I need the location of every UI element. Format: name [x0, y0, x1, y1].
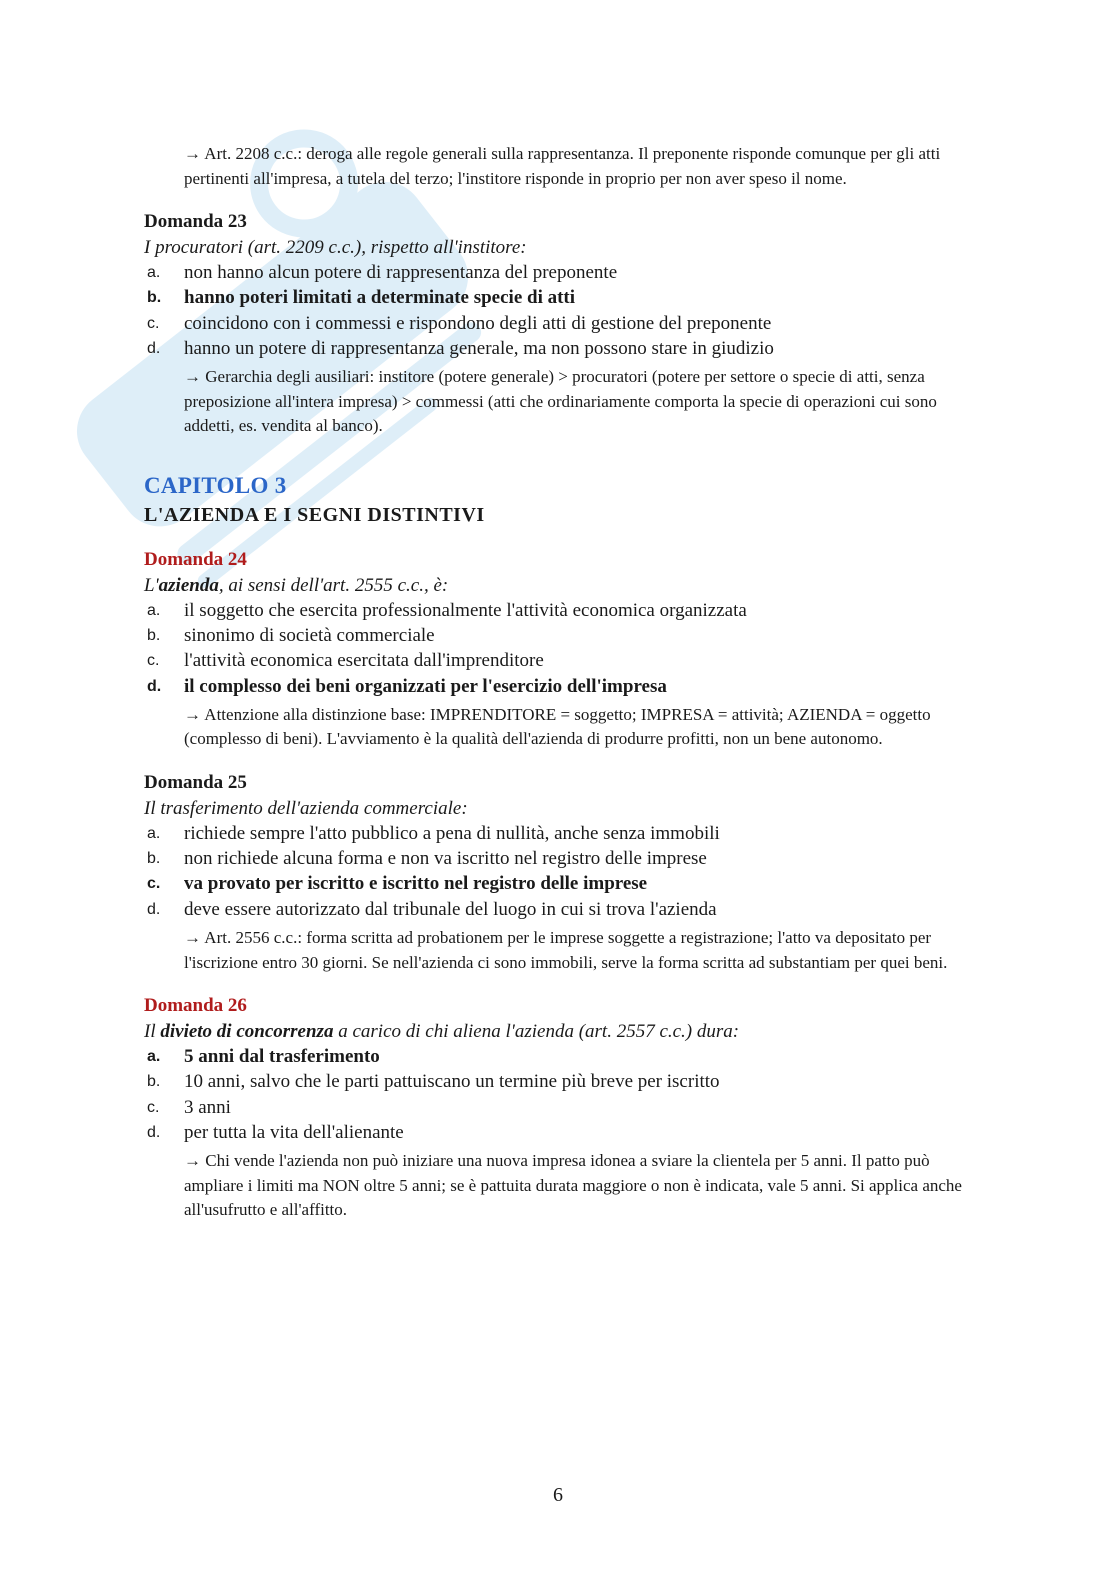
option-text: 3 anni — [184, 1096, 231, 1118]
chapter-heading — [144, 471, 984, 529]
chapter-subtitle: L'AZIENDA E I SEGNI DISTINTIVI — [144, 503, 485, 526]
option-text: sinonimo di società commerciale — [184, 624, 435, 646]
option-a — [144, 260, 984, 285]
stem-keyword: azienda — [158, 574, 219, 596]
stem-part: Il — [144, 1021, 161, 1043]
question-23 — [144, 209, 984, 439]
option-text: va provato per iscritto e iscritto nel registro delle imprese — [184, 873, 648, 895]
option-letter: b. — [147, 626, 161, 644]
question-note: → Attenzione alla distinzione base: IMPRENDITORE = soggetto; IMPRESA = attività; AZIENDA = oggetto (complesso di beni). L'avviamento è la qualità dell'azienda di produrre profitti, non un bene autonomo. — [184, 704, 931, 749]
option-letter: c. — [147, 652, 160, 670]
stem-keyword: divieto di concorrenza — [160, 1021, 334, 1043]
option-c-correct — [144, 871, 984, 896]
option-d-correct — [144, 674, 984, 699]
option-c — [144, 311, 984, 336]
question-note: → Chi vende l'azienda non può iniziare una nuova impresa idonea a sviare la clientela per 5 anni. Il patto può ampliare i limiti ma NON oltre 5 anni; se è pattuita durata maggiore o non è indicata, vale 5 anni. Si applica anche all'usufrutto e all'affitto. — [184, 1151, 962, 1220]
option-b — [144, 1069, 984, 1094]
page-number: 6 — [553, 1484, 563, 1506]
content-body — [144, 142, 984, 1223]
option-text: 10 anni, salvo che le parti pattuiscano un termine più breve per iscritto — [184, 1071, 720, 1093]
question-stem — [144, 573, 984, 598]
option-c — [144, 1095, 984, 1120]
option-letter: b. — [147, 1073, 161, 1091]
question-title: Domanda 26 — [144, 995, 247, 1017]
question-25 — [144, 770, 984, 975]
option-text: l'attività economica esercitata dall'imprenditore — [184, 650, 544, 672]
question-stem: I procuratori (art. 2209 c.c.), rispetto all'institore: — [144, 237, 527, 258]
option-a — [144, 821, 984, 846]
option-letter: d. — [147, 677, 162, 695]
intro-note: → Art. 2208 c.c.: deroga alle regole generali sulla rappresentanza. Il preponente risponde comunque per gli atti pertinenti all'impresa, a tutela del terzo; l'institore risponde in proprio per non aver speso il nome. — [184, 144, 941, 188]
option-letter: b. — [147, 850, 161, 868]
question-stem: Il trasferimento dell'azienda commerciale: — [144, 797, 468, 819]
option-letter: a. — [147, 1048, 161, 1066]
option-text: 5 anni dal trasferimento — [184, 1046, 380, 1068]
option-text: il complesso dei beni organizzati per l'esercizio dell'impresa — [184, 675, 667, 697]
option-letter: a. — [147, 824, 161, 842]
option-c — [144, 648, 984, 673]
option-text: non richiede alcuna forma e non va iscritto nel registro delle imprese — [184, 848, 707, 870]
option-letter: d. — [147, 900, 161, 918]
option-text: deve essere autorizzato dal tribunale del luogo in cui si trova l'azienda — [184, 898, 717, 920]
option-letter: a. — [147, 601, 161, 619]
stem-part: L' — [144, 574, 159, 596]
option-letter: c. — [147, 875, 161, 893]
stem-part: , ai sensi dell'art. 2555 c.c., è: — [218, 574, 449, 596]
question-note: → Gerarchia degli ausiliari: institore (potere generale) > procuratori (potere per settore o specie di atti, senza preposizione all'intera impresa) > commessi (atti che ordinariamente comporta la specie di operazioni cui sono addetti, es. vendita al banco). — [184, 367, 937, 436]
question-24 — [144, 547, 984, 752]
option-b — [144, 846, 984, 871]
question-title: Domanda 25 — [144, 771, 247, 793]
option-d — [144, 336, 984, 361]
stem-part: a carico di chi aliena l'azienda (art. 2557 c.c.) dura: — [333, 1021, 740, 1043]
option-b-correct — [144, 285, 984, 310]
option-text: richiede sempre l'atto pubblico a pena di nullità, anche senza immobili — [184, 822, 720, 844]
option-text: hanno un potere di rappresentanza generale, ma non possono stare in giudizio — [184, 337, 774, 359]
question-note: → Art. 2556 c.c.: forma scritta ad probationem per le imprese soggette a registrazione; l'atto va depositato per l'iscrizione entro 30 giorni. Se nell'azienda ci sono immobili, serve la forma scritta ad substantiam per quei beni. — [184, 928, 948, 972]
option-d — [144, 1120, 984, 1145]
option-text: non hanno alcun potere di rappresentanza del preponente — [184, 262, 618, 283]
option-text: per tutta la vita dell'alienante — [184, 1121, 404, 1143]
option-a-correct — [144, 1044, 984, 1069]
question-title: Domanda 23 — [144, 211, 247, 232]
option-a — [144, 598, 984, 623]
option-letter: d. — [147, 339, 161, 357]
option-text: coincidono con i commessi e rispondono degli atti di gestione del preponente — [184, 312, 772, 334]
option-b — [144, 623, 984, 648]
option-letter: a. — [147, 264, 161, 281]
option-text: hanno poteri limitati a determinate specie di atti — [184, 287, 576, 309]
option-letter: c. — [147, 314, 160, 332]
option-letter: d. — [147, 1123, 161, 1141]
question-26 — [144, 993, 984, 1223]
option-text: il soggetto che esercita professionalmente l'attività economica organizzata — [184, 599, 747, 621]
option-letter: c. — [147, 1098, 160, 1116]
option-d — [144, 897, 984, 922]
chapter-title: CAPITOLO 3 — [144, 472, 287, 498]
question-title: Domanda 24 — [144, 548, 247, 570]
option-letter: b. — [147, 289, 162, 307]
question-stem — [144, 1019, 984, 1044]
